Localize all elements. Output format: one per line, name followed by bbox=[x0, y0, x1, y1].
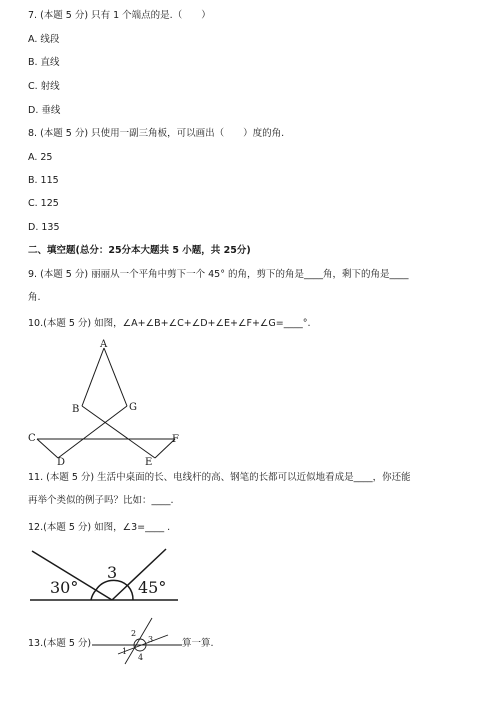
q10-label-a: A bbox=[100, 339, 108, 350]
q7-option-a: A. 线段 bbox=[28, 34, 60, 45]
q9-line2: 角. bbox=[28, 292, 41, 303]
q8-option-a: A. 25 bbox=[28, 152, 53, 163]
q10-figure bbox=[0, 336, 489, 466]
q13-angle-2: 2 bbox=[131, 629, 137, 638]
q12-figure bbox=[0, 540, 489, 610]
q12-angle-30: 30° bbox=[50, 578, 79, 597]
section-heading: 二、填空题(总分：25分本大题共 5 小题，共 25分) bbox=[28, 245, 251, 256]
q7-option-c: C. 射线 bbox=[28, 81, 60, 92]
q11-line1: 11. (本题 5 分) 生活中桌面的长、电线杆的高、钢笔的长都可以近似地看成是____，你还能 bbox=[28, 472, 411, 483]
q7-option-d: D. 垂线 bbox=[28, 105, 61, 116]
q12-angle-45: 45° bbox=[138, 578, 167, 597]
q8-option-b: B. 115 bbox=[28, 175, 59, 186]
q13-suffix: 算一算. bbox=[182, 638, 214, 649]
q10-label-f: F bbox=[172, 434, 179, 445]
q12-stem: 12.(本题 5 分) 如图，∠3=____ . bbox=[28, 522, 171, 533]
q10-label-c: C bbox=[28, 433, 36, 444]
q11-line2: 再举个类似的例子吗？比如：____. bbox=[28, 495, 174, 506]
q13-angle-1: 1 bbox=[122, 647, 128, 656]
q8-option-d: D. 135 bbox=[28, 222, 60, 233]
q8-option-c: C. 125 bbox=[28, 198, 59, 209]
q10-stem: 10.(本题 5 分) 如图，∠A+∠B+∠C+∠D+∠E+∠F+∠G=____°. bbox=[28, 318, 311, 329]
q7-option-b: B. 直线 bbox=[28, 57, 60, 68]
q13-figure bbox=[0, 615, 489, 675]
q8-stem: 8. (本题 5 分) 只使用一副三角板，可以画出（ ）度的角. bbox=[28, 128, 285, 139]
q13-angle-3: 3 bbox=[148, 635, 154, 644]
q10-label-d: D bbox=[57, 457, 66, 468]
q12-angle-3: 3 bbox=[107, 563, 118, 582]
q13-stem: 13.(本题 5 分) bbox=[28, 638, 92, 649]
q9-line1: 9. (本题 5 分) 丽丽从一个平角中剪下一个 45° 的角，剪下的角是____角，剩下的角是____ bbox=[28, 269, 409, 280]
q10-label-b: B bbox=[72, 404, 80, 415]
q13-angle-4: 4 bbox=[138, 653, 144, 662]
q7-stem: 7. (本题 5 分) 只有 1 个端点的是.（ ） bbox=[28, 10, 211, 21]
q10-label-e: E bbox=[145, 457, 153, 468]
q10-label-g: G bbox=[129, 402, 137, 413]
